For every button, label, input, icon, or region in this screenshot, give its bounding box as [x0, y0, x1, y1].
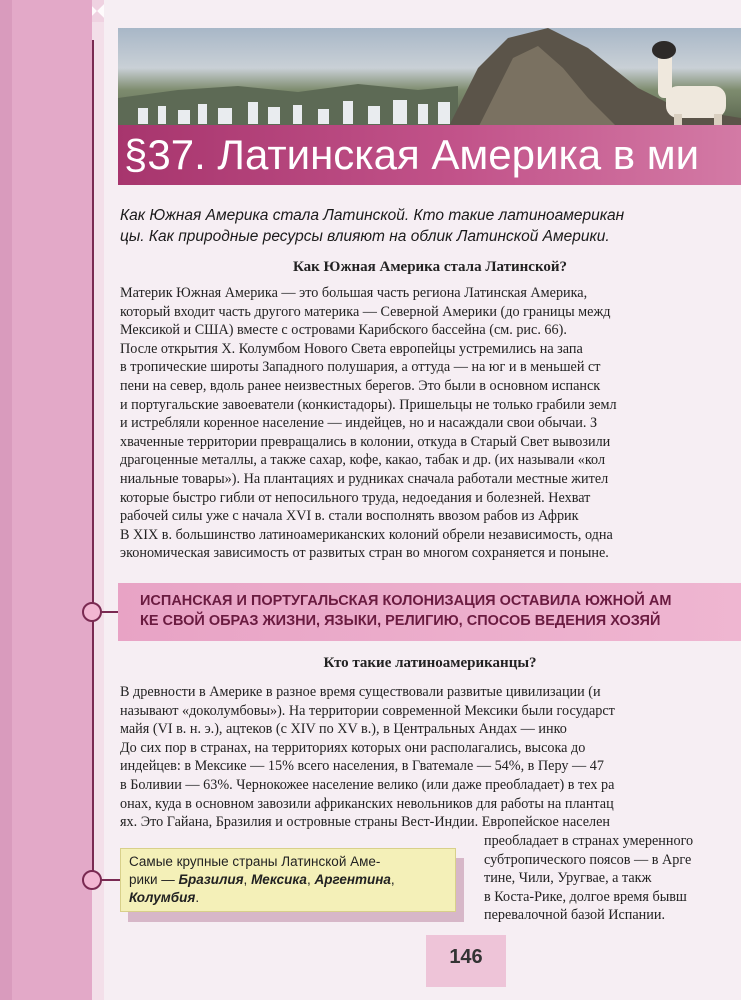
text-line: драгоценные металлы, а также сахар, кофе, какао, табак и др. (их называли «кол	[120, 452, 606, 469]
text-line: майя (VI в. н. э.), ацтеков (с XIV по XV в.), в Центральных Андах — инко	[120, 721, 567, 738]
callout-line: КЕ СВОЙ ОБРАЗ ЖИЗНИ, ЯЗЫКИ, РЕЛИГИЮ, СПОСОБ ВЕДЕНИЯ ХОЗЯЙ	[140, 613, 661, 629]
header-photo	[118, 28, 741, 128]
header-photo-illustration	[118, 28, 741, 128]
callout-marker-dot	[82, 602, 102, 622]
left-margin-inner-strip	[12, 0, 92, 1000]
chapter-title: §37. Латинская Америка в ми	[118, 125, 741, 185]
country-name: Мексика	[251, 872, 307, 887]
text-line: которые быстро гибли от непосильного труда, недоедания и болезней. Нехват	[120, 489, 591, 506]
country-name: Аргентина	[314, 872, 391, 887]
text-line: экономическая зависимость от развитых стран во многом сохраняется и поныне.	[120, 545, 609, 562]
lead-question-line: цы. Как природные ресурсы влияют на облик Латинской Америки.	[120, 228, 610, 245]
note-separator: ,	[390, 872, 395, 887]
note-text: рики —	[129, 872, 179, 887]
text-line: преобладает в странах умеренного	[484, 833, 694, 849]
text-line: В древности в Америке в разное время существовали развитые цивилизации (и	[120, 684, 601, 700]
note-marker-dot	[82, 870, 102, 890]
text-line: субтропического поясов — в Арге	[484, 851, 692, 868]
note-separator: ,	[243, 872, 252, 887]
text-line: После открытия Х. Колумбом Нового Света европейцы устремились на запа	[120, 340, 583, 357]
text-line: До сих пор в странах, на территориях которых они располагались, высока до	[120, 739, 586, 756]
section2-paragraphs	[120, 683, 741, 832]
callout-line: ИСПАНСКАЯ И ПОРТУГАЛЬСКАЯ КОЛОНИЗАЦИЯ ОСТАВИЛА ЮЖНОЙ АМ	[140, 593, 672, 609]
text-line: тине, Чили, Уругвае, а такж	[484, 870, 652, 887]
note-line	[129, 889, 447, 907]
lead-question-line: Как Южная Америка стала Латинской. Кто такие латиноамерикан	[120, 207, 625, 224]
text-line: онах, куда в основном завозили африканских невольников для работы на плантац	[120, 795, 614, 812]
text-line: Материк Южная Америка — это большая часть региона Латинская Америка,	[120, 285, 588, 301]
text-line: в Коста-Рике, долгое время бывш	[484, 888, 687, 905]
text-line: индейцев: в Мексике — 15% всего населения, в Гватемале — 54%, в Перу — 47	[120, 758, 604, 775]
timeline-vertical-line	[92, 40, 94, 880]
text-line: ях. Это Гайана, Бразилия и островные страны Вест-Индии. Европейское населен	[120, 814, 610, 831]
text-line: называют «доколумбовы»). На территории современной Мексики были государст	[120, 702, 615, 719]
text-line: В XIX в. большинство латиноамериканских колоний обрели независимость, одна	[120, 526, 613, 543]
text-line: и истребляли коренное население — индейцев, но и насаждали свои обычаи. З	[120, 415, 598, 432]
note-separator: ,	[306, 872, 315, 887]
fact-note	[120, 848, 456, 912]
section-heading: Как Южная Америка стала Латинской?	[292, 259, 568, 275]
section1-paragraphs	[120, 284, 741, 563]
text-line: и португальские завоеватели (конкистадоры). Пришельцы не только грабили земл	[120, 396, 617, 413]
note-line: Самые крупные страны Латинской Аме-	[129, 854, 381, 869]
note-line	[129, 871, 447, 889]
text-line: хваченные территории превращались в колонии, откуда в Старый Свет вывозили	[120, 433, 611, 450]
text-line: пени на север, вдоль ранее неизвестных берегов. Это были в основном испанск	[120, 377, 601, 394]
text-line: который входит часть другого материка — Северной Америки (до границы межд	[120, 303, 611, 320]
page-number: 146	[449, 946, 483, 968]
text-line: рабочей силы уже с начала XVI в. стали восполнять ввозом рабов из Африк	[120, 508, 579, 525]
country-name: Колумбия	[129, 890, 196, 905]
section2-right-column	[484, 832, 741, 925]
text-line: ниальные товары»). На плантациях и рудниках сначала работали местные жител	[120, 470, 609, 487]
key-idea-callout	[118, 583, 741, 641]
text-line: перевалочной базой Испании.	[484, 907, 666, 924]
country-name: Бразилия	[178, 872, 244, 887]
text-line: Мексикой и США) вместе с островами Карибского бассейна (см. рис. 66).	[120, 322, 567, 339]
lead-questions	[120, 205, 732, 247]
section-heading: Кто такие латиноамериканцы?	[323, 655, 537, 671]
text-line: в Боливии — 63%. Чернокожее население велико (или даже преобладает) в тех ра	[120, 776, 615, 793]
text-line: в тропические широты Западного полушария, а оттуда — на юг и в меньшей ст	[120, 359, 601, 376]
note-separator: .	[195, 890, 200, 905]
